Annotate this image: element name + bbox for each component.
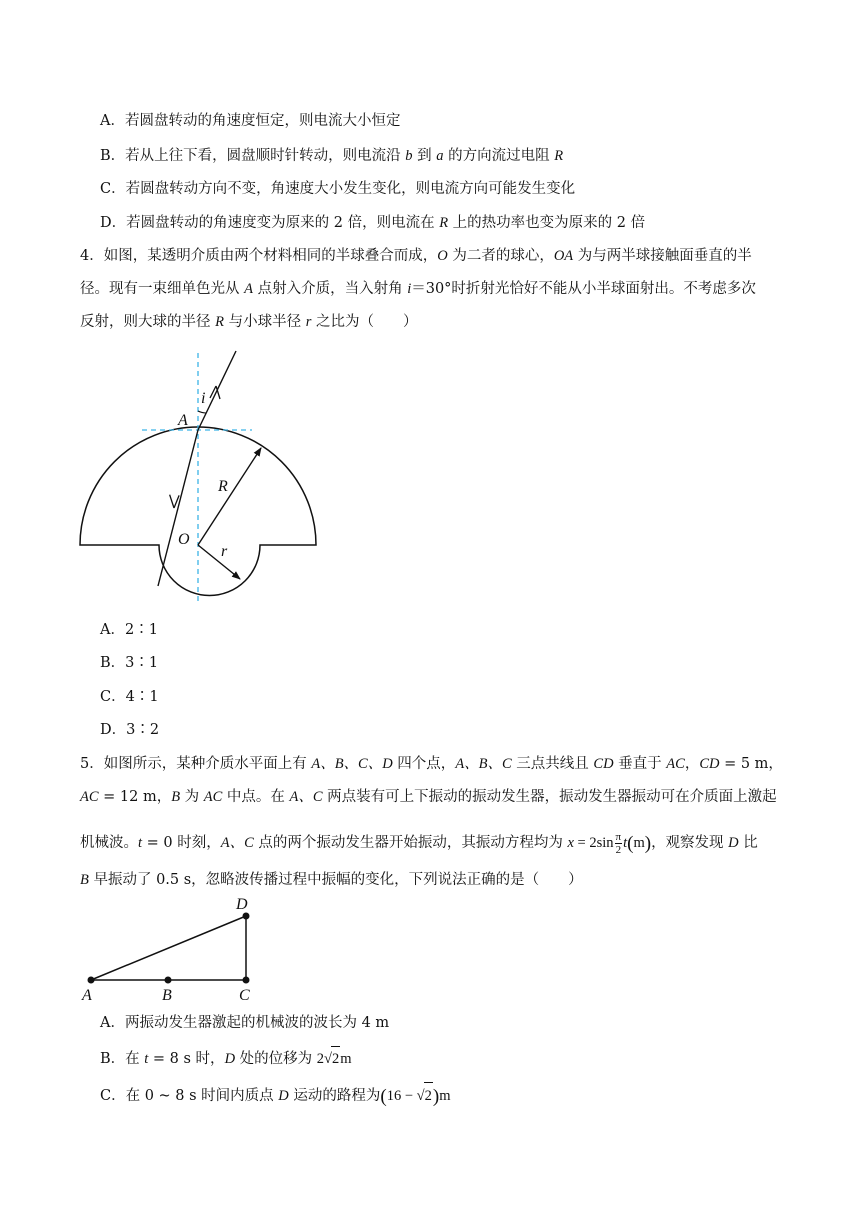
label-i: i	[201, 390, 206, 407]
q5-text: 三点共线且	[511, 756, 594, 772]
vibration-equation: x = 2sin $\frac{\pi}{2}$ t(m)	[567, 831, 652, 857]
var-AC: AC	[203, 789, 223, 805]
label-R: R	[218, 478, 228, 495]
var-B: B	[171, 789, 181, 805]
var-O: O	[437, 248, 448, 264]
q4-text: 径。现有一束细单色光从	[80, 281, 245, 297]
var-AC: AC	[666, 756, 685, 772]
var-CD: CD	[699, 756, 720, 772]
q5-text: = 0 时刻，	[142, 835, 221, 851]
q3-option-a-text: A．若圆盘转动的角速度恒定，则电流大小恒定	[100, 113, 401, 129]
q5-stem-line4	[80, 870, 583, 890]
q4-stem-line1	[80, 246, 752, 266]
point-D	[243, 913, 250, 920]
label-r: r	[221, 543, 228, 560]
q3-option-d	[100, 213, 645, 233]
q5-text: 比	[738, 835, 758, 851]
q3-option-b	[100, 146, 563, 166]
segment-AD	[91, 916, 246, 980]
var-R: R	[215, 314, 224, 330]
q5-text: 两点装有可上下振动的振动发生器，振动发生器振动可在介质面上激起	[322, 789, 777, 805]
label-D: D	[236, 896, 248, 913]
q4-option-b-text: B．3∶1	[100, 655, 159, 671]
q5-points-figure	[76, 892, 276, 1007]
point-C	[243, 977, 250, 984]
q4-text: 为与两半球接触面垂直的半	[573, 248, 752, 264]
q3-option-b-post: 的方向流过电阻	[443, 148, 555, 164]
q4-hemisphere-figure	[70, 345, 330, 610]
q5-option-c	[100, 1082, 450, 1110]
q5-text: = 12 m，	[98, 789, 172, 805]
displacement-value: 2√2m	[317, 1051, 352, 1067]
q4-option-d	[100, 720, 159, 740]
q4-text: 4．如图，某透明介质由两个材料相同的半球叠合而成，	[80, 248, 438, 264]
var-D: D	[224, 1051, 236, 1067]
angle-i-arc	[198, 411, 206, 413]
var-A: A	[244, 281, 253, 297]
q5-text: B．在	[100, 1051, 145, 1067]
q4-text: 为二者的球心，	[447, 248, 554, 264]
var-AC: A、C	[289, 789, 323, 805]
equation-text: = 2sin	[573, 835, 614, 851]
q4-stem-line2	[80, 279, 756, 299]
q4-text: ＝30°时折射光恰好不能从小半球面射出。不考虑多次	[411, 281, 756, 297]
q4-text: 反射，则大球的半径	[80, 314, 216, 330]
fraction-numerator: π	[615, 831, 622, 844]
label-A: A	[82, 987, 92, 1004]
radicand: 2	[424, 1082, 433, 1109]
q3-option-c-text: C．若圆盘转动方向不变，角速度大小发生变化，则电流方向可能发生变化	[100, 181, 576, 197]
var-OA: OA	[553, 248, 574, 264]
q5-option-b	[100, 1046, 352, 1071]
path-constant: 16 −	[386, 1088, 417, 1104]
q5-option-a	[100, 1013, 389, 1033]
var-AC: A、C	[220, 835, 254, 851]
q5-text: 5．如图所示，某种介质水平面上有	[80, 756, 312, 772]
q4-text: 与小球半径	[223, 314, 306, 330]
var-points: A、B、C、D	[311, 756, 393, 772]
q5-text: 四个点，	[392, 756, 456, 772]
label-A: A	[178, 412, 188, 429]
radicand: 2	[331, 1046, 340, 1071]
fraction-denominator: 2	[615, 844, 622, 857]
q3-option-b-text: B．若从上往下看，圆盘顺时针转动，则电流沿	[100, 148, 406, 164]
var-t: t	[144, 1051, 149, 1067]
point-A	[88, 977, 95, 984]
q4-option-c-text: C．4∶1	[100, 689, 159, 705]
q5-text: = 8 s 时，	[148, 1051, 225, 1067]
q5-stem-line3	[80, 829, 758, 858]
q5-option-a-text: A．两振动发生器激起的机械波的波长为 4 m	[100, 1015, 390, 1031]
var-a: a	[436, 148, 444, 164]
fraction-pi-over-2	[615, 831, 623, 856]
label-B: B	[162, 987, 172, 1004]
q5-text: 处的位移为	[235, 1051, 317, 1067]
var-AC: AC	[80, 789, 99, 805]
var-D: D	[278, 1088, 289, 1104]
q3-option-d-post: 上的热功率也变为原来的 2 倍	[448, 215, 646, 231]
var-i: i	[407, 281, 412, 297]
point-B	[165, 977, 172, 984]
var-t: t	[623, 835, 628, 851]
q5-stem-line1	[80, 754, 783, 774]
coefficient: 2	[316, 1051, 325, 1067]
q5-text: = 5 m，	[719, 756, 783, 772]
var-x: x	[567, 835, 574, 851]
q4-option-d-text: D．3∶2	[100, 722, 160, 738]
radius-R-arrow	[198, 448, 261, 545]
var-r: r	[305, 314, 312, 330]
unit-m: m	[340, 1051, 352, 1067]
var-b: b	[405, 148, 413, 164]
var-R: R	[439, 215, 449, 231]
unit-m: m	[439, 1088, 451, 1104]
unit-m: m	[633, 835, 645, 851]
q4-option-a-text: A．2∶1	[100, 622, 158, 638]
q4-option-b	[100, 653, 158, 673]
label-O: O	[178, 531, 190, 548]
q5-text: ，观察发现	[651, 835, 729, 851]
q3-option-d-text: D．若圆盘转动的角速度变为原来的 2 倍，则电流在	[100, 215, 440, 231]
var-R: R	[554, 148, 564, 164]
q4-option-a	[100, 620, 158, 640]
q5-text: 中点。在	[222, 789, 290, 805]
var-CD: CD	[593, 756, 614, 772]
q4-text: 点射入介质，当入射角	[252, 281, 408, 297]
refracted-ray	[158, 430, 198, 586]
q5-text: C．在 0 ~ 8 s 时间内质点	[100, 1088, 279, 1104]
q5-text: ，	[684, 756, 700, 772]
var-B: B	[80, 872, 89, 888]
q5-text: 为	[180, 789, 204, 805]
q4-text: 之比为（ ）	[311, 314, 418, 330]
var-t: t	[138, 835, 143, 851]
q5-stem-line2	[80, 787, 777, 807]
q3-option-b-mid: 到	[412, 148, 437, 164]
var-points: A、B、C	[455, 756, 512, 772]
q5-text: 机械波。	[80, 835, 138, 851]
q5-text: 点的两个振动发生器开始振动，其振动方程均为	[253, 835, 568, 851]
q4-option-c	[100, 687, 159, 707]
q3-option-c	[100, 179, 575, 199]
q5-text: 垂直于	[613, 756, 667, 772]
radius-r-arrow	[198, 545, 240, 579]
label-C: C	[239, 987, 250, 1004]
q5-text: 运动的路程为	[288, 1088, 381, 1104]
path-length-value: (16 − √2)m	[380, 1088, 450, 1104]
q4-stem-line3	[80, 312, 417, 332]
q5-text: 早振动了 0.5 s，忽略波传播过程中振幅的变化，下列说法正确的是（ ）	[88, 872, 583, 888]
q3-option-a	[100, 111, 400, 131]
var-D: D	[728, 835, 739, 851]
